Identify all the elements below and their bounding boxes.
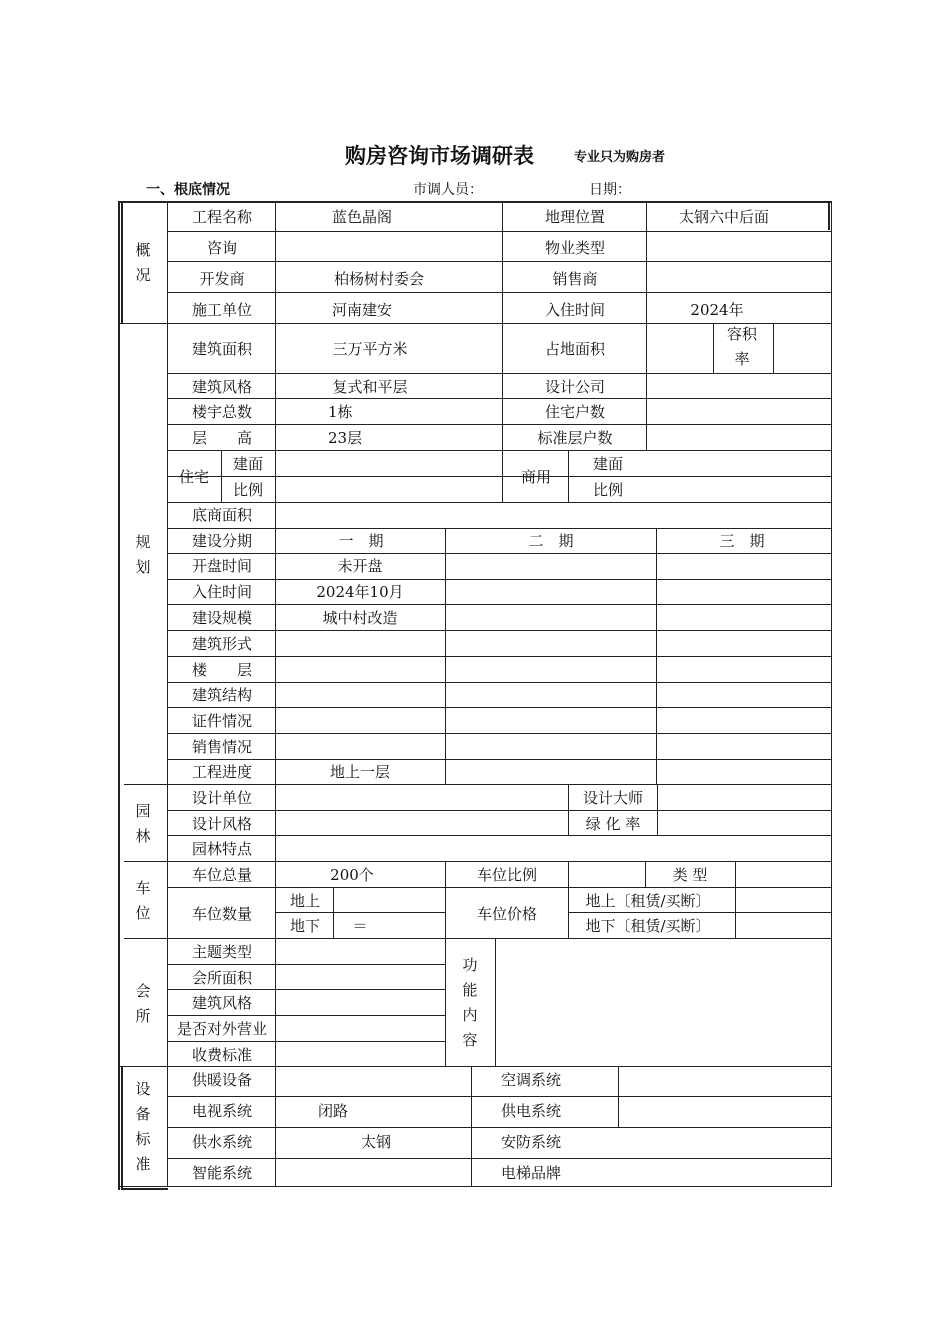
grid-line — [167, 450, 831, 451]
buildings-value: 1栋 — [328, 403, 353, 421]
grid-line — [167, 604, 831, 605]
design-unit-label: 设计单位 — [191, 789, 253, 807]
grid-line — [333, 887, 334, 938]
builder-label: 施工单位 — [191, 301, 253, 319]
move-in-value: 2024年 — [690, 301, 744, 319]
grid-line — [167, 261, 831, 262]
building-area-label: 建筑面积 — [191, 340, 253, 358]
grid-line — [167, 989, 445, 990]
phase-row-label: 入住时间 — [191, 583, 253, 601]
parking-count-label: 车位数量 — [191, 905, 253, 923]
club-theme-label: 主题类型 — [191, 943, 253, 961]
grid-line — [502, 323, 503, 502]
grid-line — [445, 861, 446, 938]
group-equipment-label: 设备标准 — [135, 1080, 151, 1173]
grid-line — [445, 938, 446, 1066]
building-area-value: 三万平方米 — [332, 340, 408, 358]
parking-below-value: ＝ — [352, 917, 368, 935]
grid-line — [568, 476, 831, 477]
grid-line — [713, 323, 714, 373]
grid-line — [167, 1015, 445, 1016]
tv-label: 电视系统 — [191, 1102, 253, 1120]
grid-line — [167, 887, 831, 888]
residential-ratio-label: 比例 — [232, 481, 264, 499]
parking-type-label: 类 型 — [672, 866, 708, 884]
phase-row-label: 开盘时间 — [191, 557, 253, 575]
grid-line — [275, 323, 276, 784]
grid-line — [167, 528, 831, 529]
land-area-label: 占地面积 — [544, 340, 606, 358]
phase-row-label: 销售情况 — [191, 738, 253, 756]
grid-line — [646, 201, 647, 323]
location-label: 地理位置 — [544, 208, 606, 226]
green-rate-label: 绿 化 率 — [585, 815, 641, 833]
parking-ratio-label: 车位比例 — [476, 866, 538, 884]
phase-2-label: 二 期 — [528, 532, 574, 550]
grid-line — [502, 201, 503, 323]
club-fee-label: 收费标准 — [191, 1046, 253, 1064]
garden-features-label: 园林特点 — [191, 840, 253, 858]
residential-label: 住宅 — [178, 468, 210, 486]
parking-below-rent: 地下〔租赁/买断〕 — [585, 917, 711, 935]
power-label: 供电系统 — [500, 1102, 562, 1120]
club-style-label: 建筑风格 — [191, 994, 253, 1012]
ac-label: 空调系统 — [500, 1071, 562, 1089]
page-title: 购房咨询市场调研表 — [345, 144, 534, 168]
phase-row-label: 建筑结构 — [191, 686, 253, 704]
grid-line — [118, 1066, 831, 1067]
grid-line — [275, 938, 276, 1066]
phases-label: 建设分期 — [191, 532, 253, 550]
grid-line — [121, 1066, 123, 1190]
move-in-label: 入住时间 — [544, 301, 606, 319]
grid-line — [121, 201, 123, 323]
grid-line — [167, 373, 831, 374]
parking-above-label: 地上 — [289, 892, 321, 910]
grid-line — [167, 1096, 831, 1097]
buildings-label: 楼宇总数 — [191, 403, 253, 421]
grid-line — [471, 1066, 472, 1186]
parking-price-label: 车位价格 — [476, 905, 538, 923]
date-label: 日期： — [589, 182, 631, 198]
seller-label: 销售商 — [552, 270, 598, 288]
parking-total-label: 车位总量 — [191, 866, 253, 884]
grid-line — [568, 861, 569, 938]
developer-value: 柏杨树村委会 — [333, 270, 425, 288]
security-label: 安防系统 — [500, 1133, 562, 1151]
phase-row-value: 未开盘 — [337, 557, 383, 575]
plot-ratio-label: 容积率 — [726, 325, 757, 368]
property-type-label: 物业类型 — [544, 239, 606, 257]
std-households-label: 标准层户数 — [537, 429, 613, 447]
grid-line — [568, 784, 569, 835]
water-value: 太钢 — [360, 1133, 392, 1151]
group-garden-label: 园林 — [135, 802, 151, 845]
grid-line — [121, 1188, 168, 1190]
project-name-value: 蓝色晶阁 — [331, 208, 393, 226]
grid-line — [167, 1127, 831, 1128]
garden-style-label: 设计风格 — [191, 815, 253, 833]
grid-line — [124, 784, 831, 785]
heating-label: 供暖设备 — [191, 1071, 253, 1089]
grid-line — [167, 964, 445, 965]
phase-row-label: 工程进度 — [191, 763, 253, 781]
group-overview-label: 概况 — [135, 241, 151, 284]
consult-label: 咨询 — [206, 239, 238, 257]
grid-line — [221, 476, 502, 477]
design-company-label: 设计公司 — [544, 378, 606, 396]
floor-height-label: 层 高 — [191, 429, 253, 447]
grid-line — [118, 201, 120, 1190]
style-value: 复式和平层 — [332, 378, 408, 396]
elevator-label: 电梯品牌 — [500, 1164, 562, 1182]
grid-line — [167, 656, 831, 657]
grid-line — [568, 912, 831, 913]
phase-row-label: 证件情况 — [191, 712, 253, 730]
grid-line — [167, 424, 831, 425]
phase-row-value: 地上一层 — [329, 763, 391, 781]
grid-line — [118, 201, 831, 203]
grid-line — [275, 201, 276, 323]
grid-line — [275, 861, 276, 938]
builder-value: 河南建安 — [331, 301, 393, 319]
residential-area-label: 建面 — [232, 455, 264, 473]
grid-line — [167, 231, 831, 232]
grid-line — [167, 1041, 445, 1042]
club-function-label: 功能内容 — [462, 956, 478, 1049]
group-parking-label: 车位 — [135, 879, 151, 922]
grid-line — [167, 835, 831, 836]
grid-line — [645, 861, 646, 887]
phase-row-value: 城中村改造 — [322, 609, 398, 627]
club-open-label: 是否对外营业 — [176, 1020, 268, 1038]
tv-value: 闭路 — [317, 1102, 349, 1120]
floor-height-value: 23层 — [328, 429, 363, 447]
grid-line — [495, 938, 496, 1066]
developer-label: 开发商 — [199, 270, 245, 288]
grid-line — [167, 201, 168, 1186]
grid-line — [656, 528, 657, 784]
section-heading: 一、根底情况 — [146, 182, 230, 198]
grid-line — [118, 1186, 831, 1187]
club-area-label: 会所面积 — [191, 969, 253, 987]
water-label: 供水系统 — [191, 1133, 253, 1151]
commercial-area-label: 建面 — [592, 455, 624, 473]
grid-line — [646, 323, 647, 450]
project-name-label: 工程名称 — [191, 208, 253, 226]
group-club-label: 会所 — [135, 982, 151, 1025]
grid-line — [167, 553, 831, 554]
grid-line — [831, 201, 832, 1187]
grid-line — [773, 323, 774, 373]
designer-label: 设计大师 — [582, 789, 644, 807]
phase-1-label: 一 期 — [338, 532, 384, 550]
parking-total-value: 200个 — [330, 866, 374, 884]
smart-label: 智能系统 — [191, 1164, 253, 1182]
phase-row-label: 建设规模 — [191, 609, 253, 627]
grid-line — [828, 201, 830, 230]
grid-line — [167, 682, 831, 683]
phase-row-label: 楼 层 — [191, 661, 253, 679]
grid-line — [275, 784, 276, 861]
grid-line — [657, 784, 658, 835]
phase-row-label: 建筑形式 — [191, 635, 253, 653]
grid-line — [275, 1066, 276, 1186]
grid-line — [735, 861, 736, 938]
grid-line — [167, 759, 831, 760]
style-label: 建筑风格 — [191, 378, 253, 396]
grid-line — [167, 292, 831, 293]
grid-line — [568, 450, 569, 502]
grid-line — [167, 579, 831, 580]
grid-line — [167, 502, 831, 503]
phase-3-label: 三 期 — [719, 532, 765, 550]
grid-line — [167, 398, 831, 399]
grid-line — [167, 707, 831, 708]
grid-line — [618, 1066, 619, 1127]
parking-below-label: 地下 — [289, 917, 321, 935]
parking-above-rent: 地上〔租赁/买断〕 — [585, 892, 711, 910]
podium-area-label: 底商面积 — [191, 506, 253, 524]
grid-line — [167, 1158, 831, 1159]
households-label: 住宅户数 — [544, 403, 606, 421]
grid-line — [167, 630, 831, 631]
grid-line — [275, 912, 445, 913]
grid-line — [167, 810, 831, 811]
grid-line — [167, 733, 831, 734]
group-planning-label: 规划 — [135, 533, 151, 576]
grid-line — [124, 861, 831, 862]
grid-line — [124, 938, 831, 939]
grid-line — [445, 528, 446, 784]
page-subtitle: 专业只为购房者 — [574, 150, 666, 165]
phase-row-value: 2024年10月 — [316, 583, 404, 601]
surveyor-label: 市调人员： — [413, 182, 483, 198]
commercial-ratio-label: 比例 — [592, 481, 624, 499]
location-value: 太钢六中后面 — [678, 208, 770, 226]
commercial-label: 商用 — [520, 468, 552, 486]
